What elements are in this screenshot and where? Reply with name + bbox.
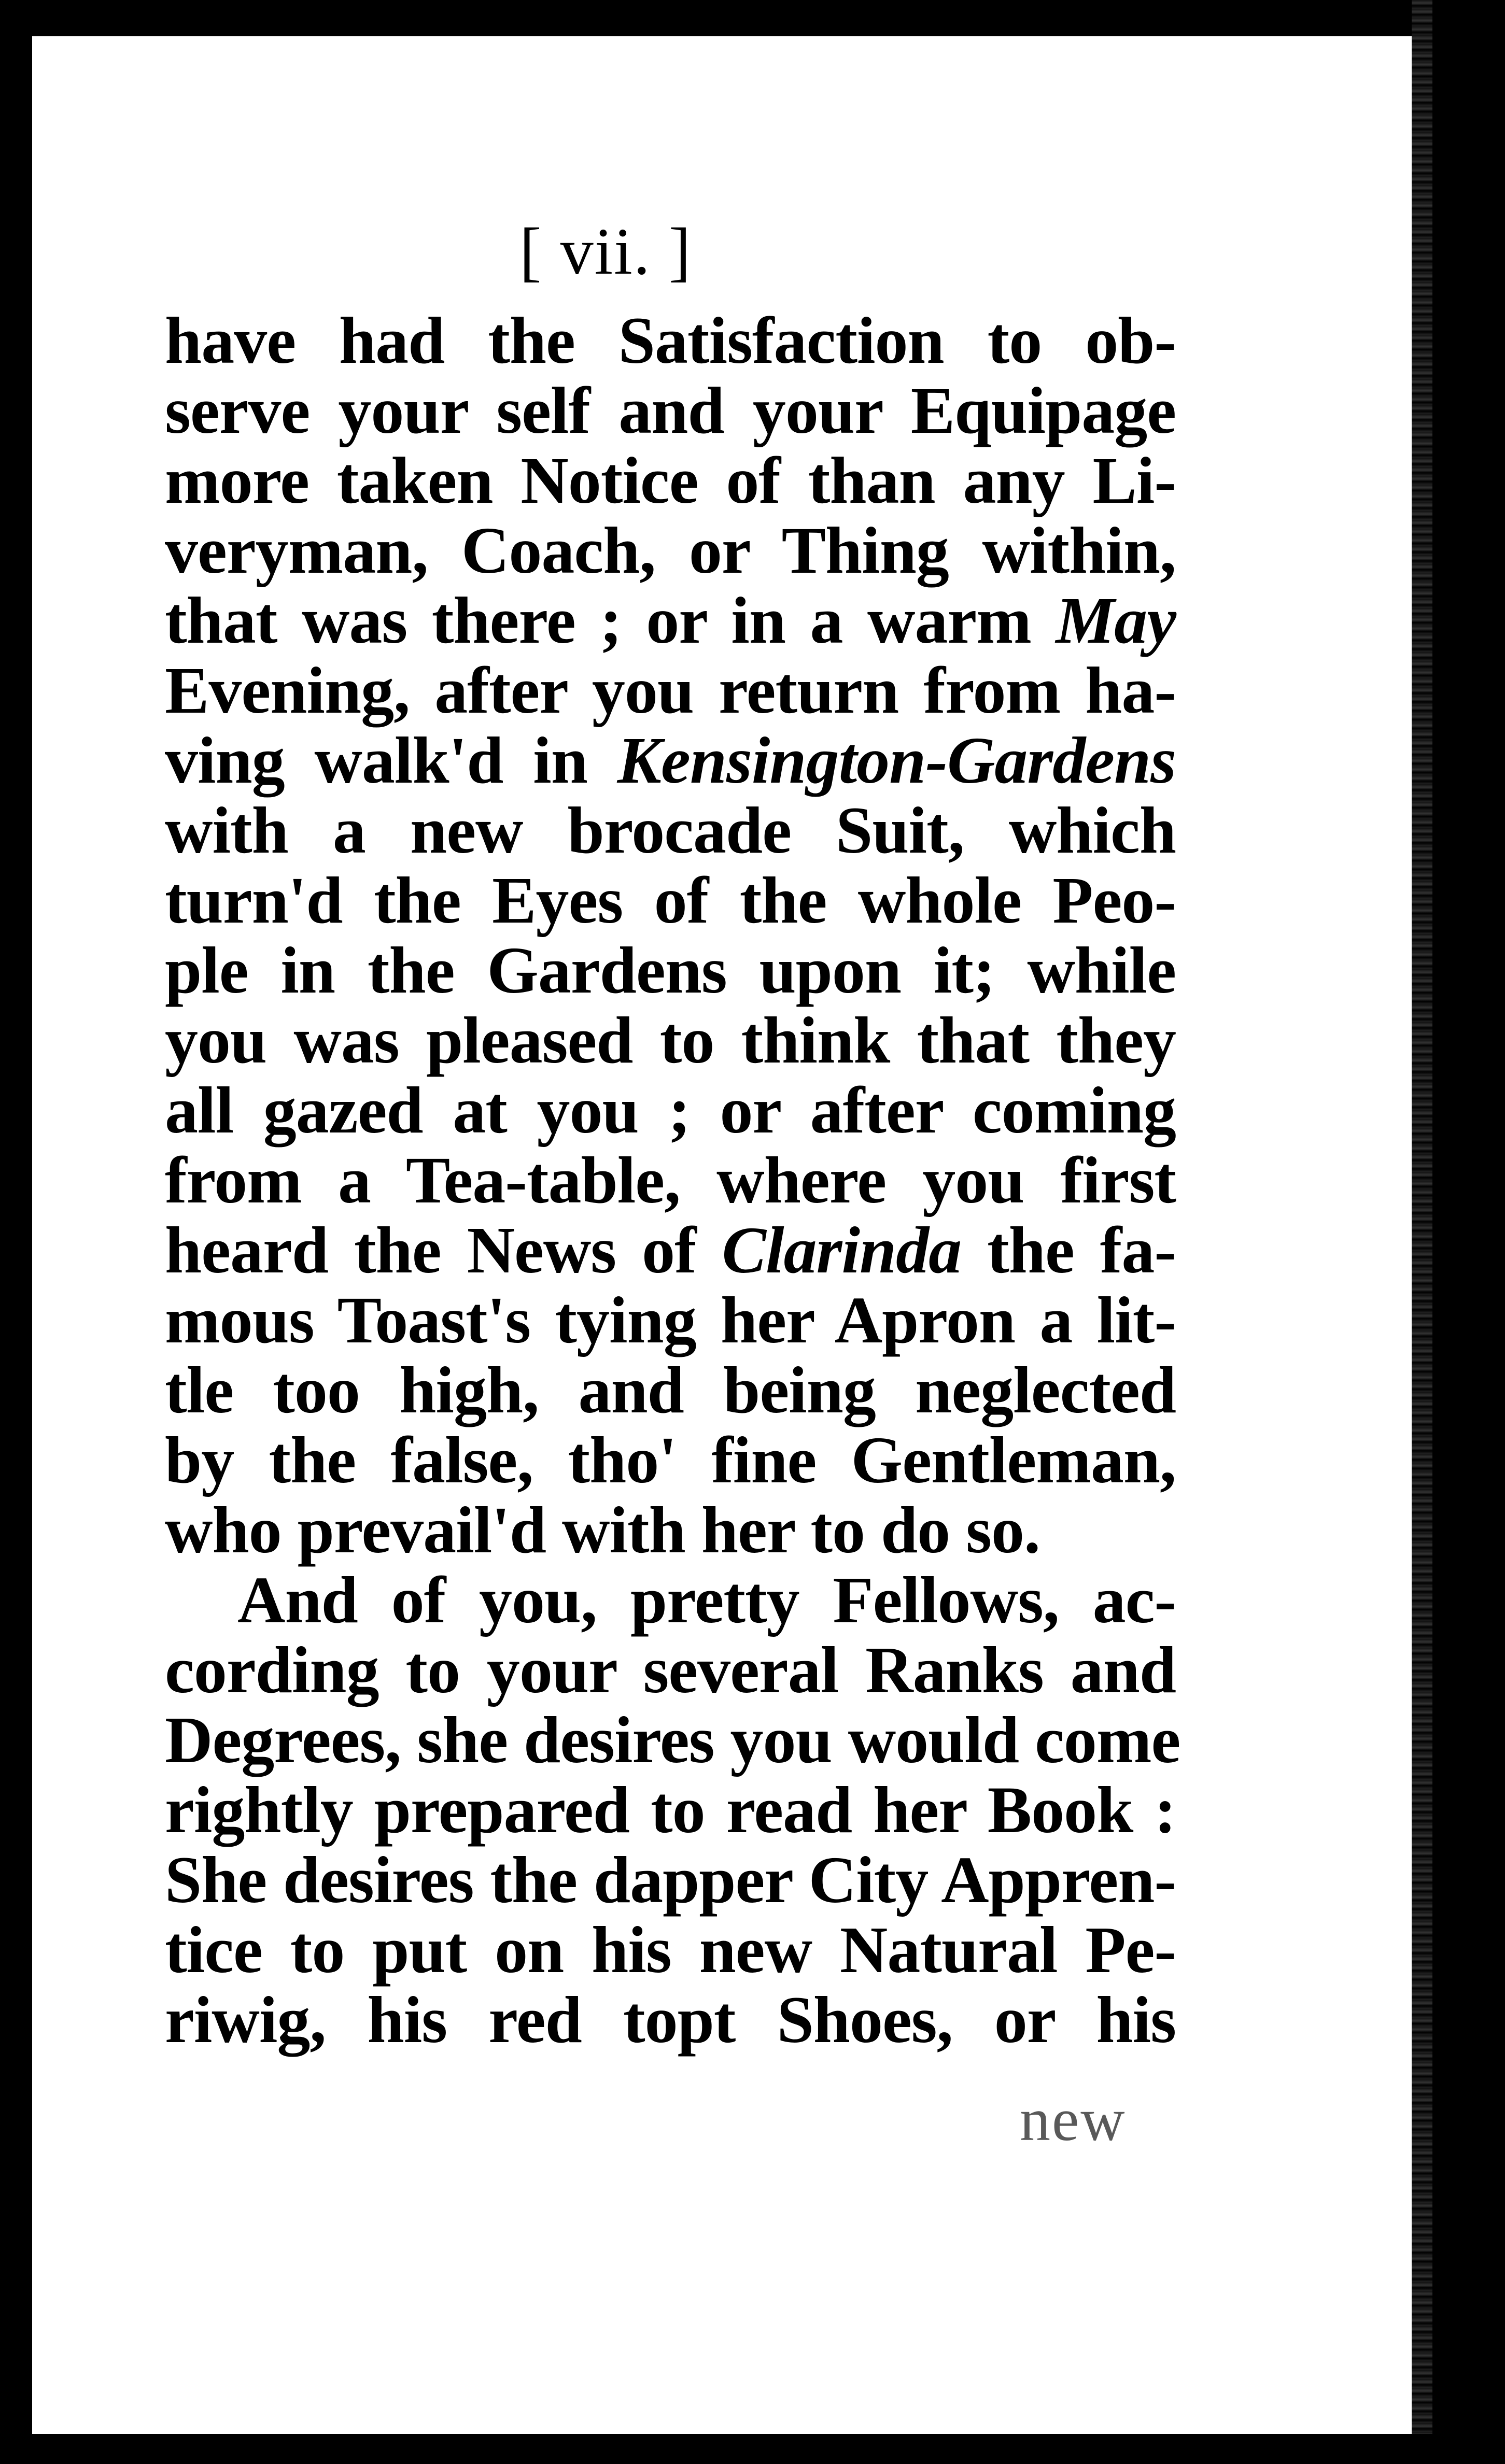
scan-border-bottom xyxy=(0,2434,1505,2464)
text-line: with a new brocade Suit, which xyxy=(165,794,1176,867)
italic-word: May xyxy=(1056,584,1176,657)
text-line: ple in the Gardens upon it; while xyxy=(165,933,1176,1007)
text-line: She desires the dapper City Appren- xyxy=(165,1843,1176,1917)
text-line: you was pleased to think that they xyxy=(165,1003,1176,1077)
text-line: serve your self and your Equipage xyxy=(165,374,1176,447)
catchword: new xyxy=(1020,2086,1127,2154)
body-text xyxy=(165,304,1180,2057)
page-number: [ vii. ] xyxy=(519,215,692,288)
text-line: turn'd the Eyes of the whole Peo- xyxy=(165,863,1176,937)
scan-border-right xyxy=(1432,0,1505,2464)
text-line: heard the News of Clarinda the fa- xyxy=(165,1213,1176,1287)
text-line: have had the Satisfaction to ob- xyxy=(165,304,1176,377)
book-page xyxy=(32,36,1412,2434)
text-line: tle too high, and being neglected xyxy=(165,1353,1176,1427)
text-line: riwig, his red topt Shoes, or his xyxy=(165,1983,1176,2057)
text-line: cording to your several Ranks and xyxy=(165,1633,1176,1707)
text-line: rightly prepared to read her Book : xyxy=(165,1773,1176,1847)
scan-border-top xyxy=(0,0,1505,36)
text-line: ving walk'd in Kensington-Gardens xyxy=(165,724,1176,797)
text-line: Evening, after you return from ha- xyxy=(165,654,1176,727)
scan-border-right-edge xyxy=(1412,0,1432,2464)
text-line: all gazed at you ; or after coming xyxy=(165,1073,1176,1147)
text-line: by the false, tho' fine Gentleman, xyxy=(165,1423,1176,1497)
text-line: that was there ; or in a warm May xyxy=(165,584,1176,657)
text-line: veryman, Coach, or Thing within, xyxy=(165,514,1176,587)
text-line-paragraph-end: who prevail'd with her to do so. xyxy=(165,1493,1040,1567)
text-line: mous Toast's tying her Apron a lit- xyxy=(165,1283,1176,1357)
italic-name: Clarinda xyxy=(722,1213,962,1287)
italic-place-name: Kensington-Gardens xyxy=(617,724,1176,797)
text-line: tice to put on his new Natural Pe- xyxy=(165,1913,1176,1987)
text-line: more taken Notice of than any Li- xyxy=(165,444,1176,517)
text-line: from a Tea-table, where you first xyxy=(165,1143,1176,1217)
text-line-paragraph-start: And of you, pretty Fellows, ac- xyxy=(237,1563,1176,1637)
scan-border-left xyxy=(0,0,32,2464)
text-line: Degrees, she desires you would come xyxy=(165,1703,1180,1777)
